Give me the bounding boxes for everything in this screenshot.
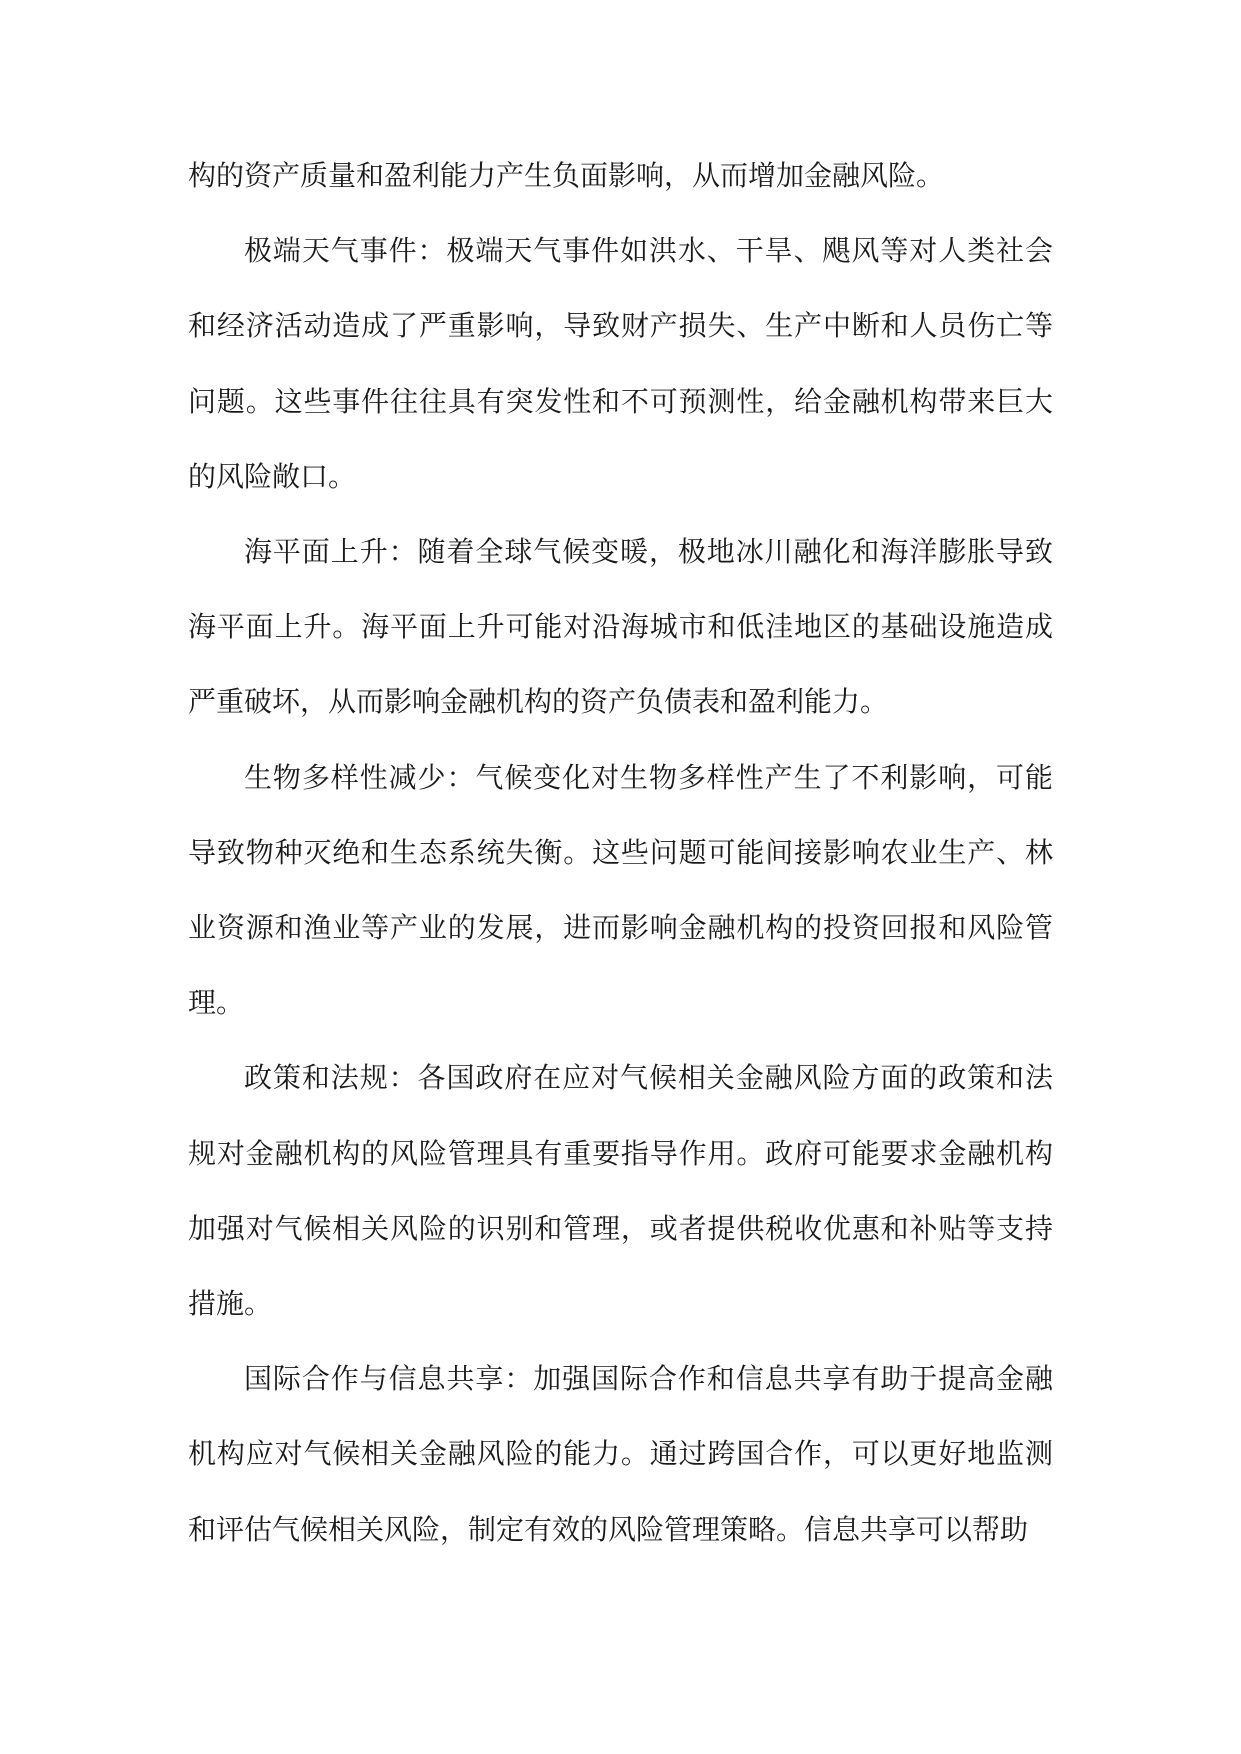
paragraph-international-cooperation: 国际合作与信息共享：加强国际合作和信息共享有助于提高金融机构应对气候相关金融风险的能力。通过跨国合作，可以更好地监测和评估气候相关风险，制定有效的风险管理策略。信息共享可以帮助: [188, 1362, 1053, 1546]
paragraph-extreme-weather: 极端天气事件：极端天气事件如洪水、干旱、飓风等对人类社会和经济活动造成了严重影响，导致财产损失、生产中断和人员伤亡等问题。这些事件往往具有突发性和不可预测性，给金融机构带来巨大的风险敞口。: [188, 234, 1053, 493]
document-body: [188, 138, 1053, 1567]
paragraph-biodiversity-loss: 生物多样性减少：气候变化对生物多样性产生了不利影响，可能导致物种灭绝和生态系统失衡。这些问题可能间接影响农业生产、林业资源和渔业等产业的发展，进而影响金融机构的投资回报和风险管理。: [188, 760, 1053, 1020]
paragraph-sea-level-rise: 海平面上升：随着全球气候变暖，极地冰川融化和海洋膨胀导致海平面上升。海平面上升可能对沿海城市和低洼地区的基础设施造成严重破坏，从而影响金融机构的资产负债表和盈利能力。: [188, 535, 1053, 719]
paragraph-continuation: 构的资产质量和盈利能力产生负面影响，从而增加金融风险。: [188, 159, 945, 192]
paragraph-policy-regulation: 政策和法规：各国政府在应对气候相关金融风险方面的政策和法规对金融机构的风险管理具有重要指导作用。政府可能要求金融机构加强对气候相关风险的识别和管理，或者提供税收优惠和补贴等支持措施。: [188, 1061, 1053, 1321]
